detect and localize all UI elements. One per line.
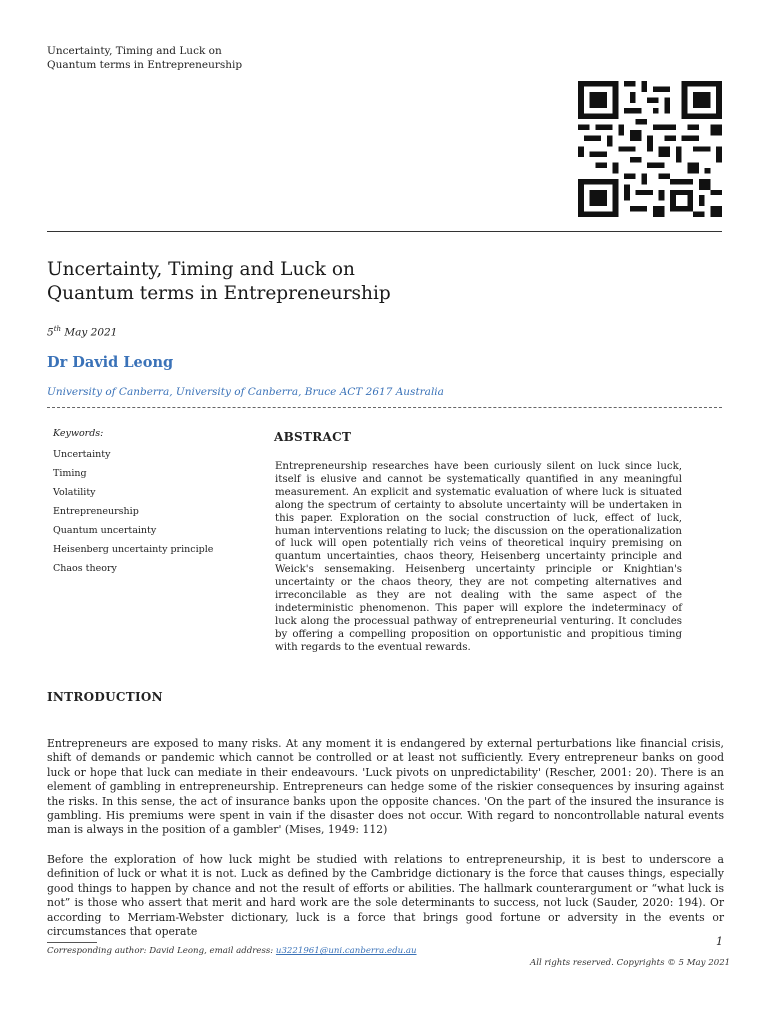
running-head [47, 44, 242, 72]
keyword-item: Quantum uncertainty [53, 525, 157, 536]
affiliation-divider [47, 407, 722, 408]
keywords-title: Keywords: [53, 428, 104, 439]
page-number: 1 [716, 935, 723, 948]
footnote-label: Corresponding author: David Leong, email address: [47, 946, 276, 956]
author-affiliation: University of Canberra, University of Canberra, Bruce ACT 2617 Australia [47, 386, 444, 398]
keyword-item: Heisenberg uncertainty principle [53, 544, 214, 555]
keyword-item: Volatility [53, 487, 96, 498]
corresponding-author-footnote [47, 946, 417, 956]
keyword-item: Chaos theory [53, 563, 117, 574]
footnote-divider [47, 942, 97, 943]
introduction-paragraph-1: Entrepreneurs are exposed to many risks. At any moment it is endangered by external perturbations like financial crisis, shift of demands or pandemic which cannot be controlled or at least not sufficiently. Every entrepreneur banks on good luck or hope that luck can mediate in their endeavours. 'Luck pivots on unpredictability' (Rescher, 2001: 20). There is an element of gambling in entrepreneurship. Entrepreneurs can hedge some of the riskier consequences by insuring against the risks. In this sense, the act of insurance banks upon the opposite chances. 'On the part of the insured the insurance is gambling. His premiums were spent in vain if the disaster does not occur. With regard to noncontrollable natural events man is always in the position of a gambler' (Mises, 1949: 112) [47, 737, 724, 837]
date-rest: May 2021 [64, 326, 118, 339]
paper-title [47, 258, 391, 306]
running-head-line-2: Quantum terms in Entrepreneurship [47, 59, 243, 71]
email-link[interactable]: u3221961@uni.canberra.edu.au [275, 946, 417, 956]
date-suffix: th [53, 325, 62, 333]
author-name: Dr David Leong [47, 354, 174, 371]
keyword-item: Uncertainty [53, 449, 111, 460]
keyword-item: Entrepreneurship [53, 506, 139, 517]
running-head-line-1: Uncertainty, Timing and Luck on [47, 45, 222, 57]
qr-code-icon [578, 81, 722, 217]
abstract-text: Entrepreneurship researches have been curiously silent on luck since luck, itself is elusive and cannot be systematically quantified in any meaningful measurement. An explicit and systematic evaluation of where luck is situated along the spectrum of certainty to absolute uncertainty will be undertaken in this paper. Exploration on the social construction of luck, effect of luck, human interventions relating to luck; the discussion on the operationalization of luck will open potentially rich veins of theoretical inquiry premising on quantum uncertainties, chaos theory, Heisenberg uncertainty principle and Weick's sensemaking. Heisenberg uncertainty principle or Knightian's uncertainty or the chaos theory, they are not competing alternatives and irreconcilable as they are not dealing with the same aspect of the indeterministic phenomenon. This paper will explore the indeterminacy of luck along the processual pathway of entrepreneurial venturing. It concludes by offering a compelling proposition on opportunistic and propitious timing with regards to the eventual rewards. [275, 461, 682, 653]
publication-date [47, 325, 117, 339]
abstract-heading: ABSTRACT [274, 430, 352, 444]
header-divider [47, 231, 722, 232]
date-day: 5 [47, 326, 54, 339]
paper-title-line-1: Uncertainty, Timing and Luck on [47, 259, 355, 280]
keyword-item: Timing [53, 468, 87, 479]
copyright-notice: All rights reserved. Copyrights © 5 May 2021 [530, 958, 731, 968]
introduction-paragraph-2: Before the exploration of how luck might be studied with relations to entrepreneurship, it is best to underscore a definition of luck or what it is not. Luck as defined by the Cambridge dictionary is the force that causes things, especially good things to happen by chance and not the result of efforts or abilities. The hallmark counterargument or “what luck is not” is those who assert that merit and hard work are the sole determinants to success, not luck (Sauder, 2020: 194). Or according to Merriam-Webster dictionary, luck is a force that brings good fortune or adversity in the events or circumstances that operate [47, 853, 724, 939]
introduction-heading: INTRODUCTION [47, 690, 163, 704]
keywords-panel [53, 428, 213, 578]
paper-title-line-2: Quantum terms in Entrepreneurship [47, 283, 391, 304]
